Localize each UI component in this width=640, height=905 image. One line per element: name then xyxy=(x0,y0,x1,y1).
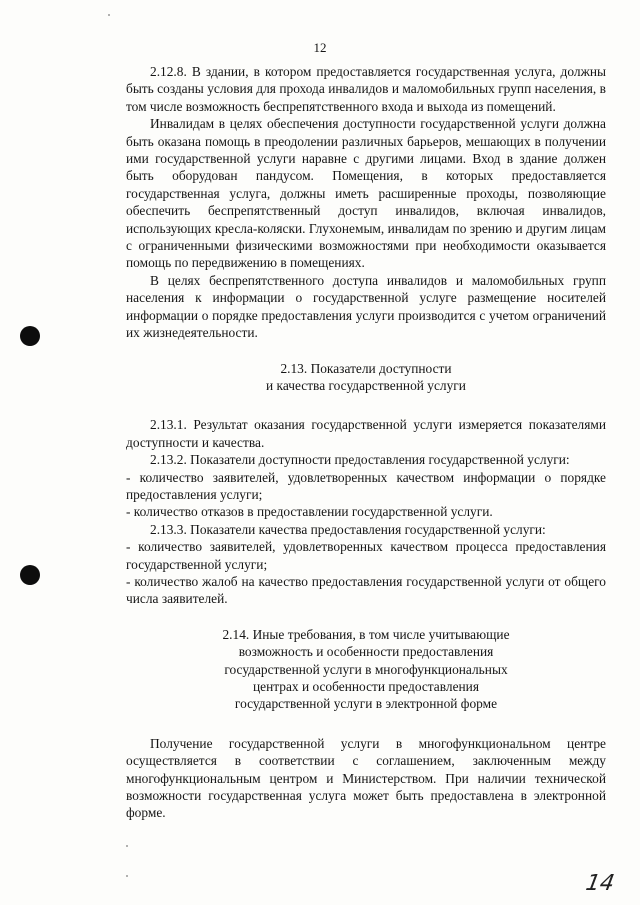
list-item: - количество заявителей, удовлетворенных качеством процесса предоставления государственной услуги; xyxy=(126,539,606,572)
punch-hole xyxy=(20,326,40,346)
section-heading-2-13 xyxy=(126,360,606,395)
heading-line: 2.13. Показатели доступности xyxy=(280,360,452,376)
list-item: - количество отказов в предоставлении государственной услуги. xyxy=(126,504,493,520)
heading-line: государственной услуги в электронной форме xyxy=(234,696,498,712)
heading-line: и качества государственной услуги xyxy=(266,377,466,393)
scan-speck xyxy=(126,845,128,847)
paragraph: 2.13.1. Результат оказания государственной услуги измеряется показателями доступности и качества. xyxy=(126,417,606,450)
scan-speck xyxy=(108,14,110,16)
heading-line: государственной услуги в многофункциональных xyxy=(224,661,508,677)
heading-line: 2.14. Иные требования, в том числе учитывающие xyxy=(222,626,510,642)
handwritten-page-number: 14 xyxy=(583,871,617,896)
list-item: - количество жалоб на качество предоставления государственной услуги от общего числа заявителей. xyxy=(126,573,606,607)
heading-line: возможность и особенности предоставления xyxy=(238,644,494,660)
paragraph: 2.13.2. Показатели доступности предоставления государственной услуги: xyxy=(150,452,570,468)
list-item: - количество заявителей, удовлетворенных качеством информации о порядке предоставления услуги; xyxy=(126,469,606,502)
punch-hole xyxy=(20,565,40,585)
document-body xyxy=(126,63,606,822)
paragraph: Инвалидам в целях обеспечения доступности государственной услуги должна быть оказана помощь в преодолении различных барьеров, мешающих в получении ими государственной услуги наравне с другими лицами. Вход в здание должен быть оборудован пандусом. Помещения, в которых предоставляется государственная услуга, должны иметь расширенные проходы, позволяющие обеспечить беспрепятственный доступ инвалидов, включая инвалидов, использующих кресла-коляски. Глухонемым, инвалидам по зрению и другим лицам с ограниченными физическими возможностями при необходимости оказывается помощь по передвижению в помещениях. xyxy=(126,116,606,271)
paragraph: Получение государственной услуги в многофункциональном центре осуществляется в соответствии с соглашением, заключенным между многофункциональным центром и Министерством. При наличии технической возможности государственная услуга может быть предоставлена в электронной форме. xyxy=(126,735,606,821)
page-number: 12 xyxy=(313,40,327,55)
scan-speck xyxy=(126,875,128,877)
paragraph: 2.13.3. Показатели качества предоставления государственной услуги: xyxy=(150,521,546,537)
heading-line: центрах и особенности предоставления xyxy=(252,679,480,694)
paragraph: В целях беспрепятственного доступа инвалидов и маломобильных групп населения к информации о государственной услуге размещение носителей информации о порядке предоставления услуги производится с учетом ограничений их жизнедеятельности. xyxy=(126,272,606,341)
section-heading-2-14 xyxy=(126,626,606,713)
paragraph: 2.12.8. В здании, в котором предоставляется государственная услуга, должны быть созданы условия для прохода инвалидов и маломобильных групп населения, в том числе возможность беспрепятственного входа и выхода из помещений. xyxy=(126,64,606,114)
